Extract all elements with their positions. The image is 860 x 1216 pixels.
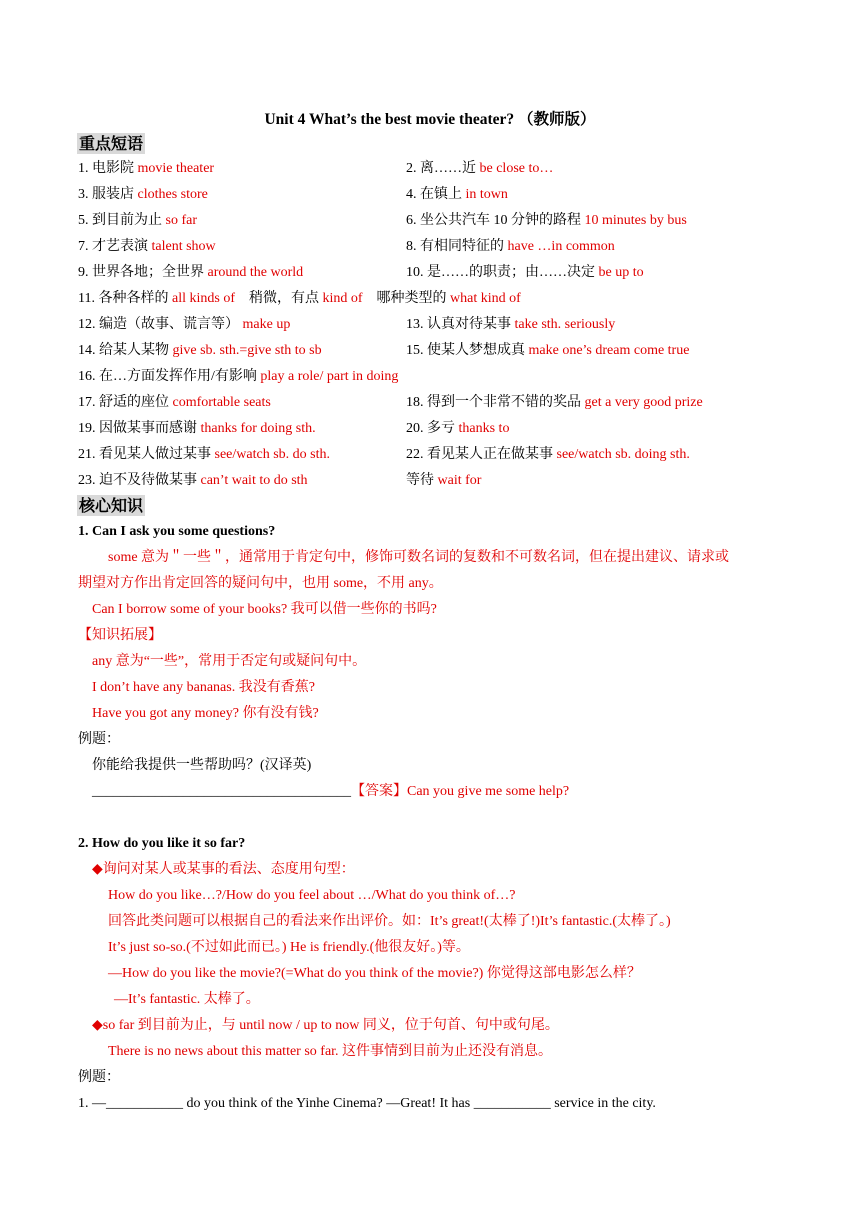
paragraph-line: 回答此类问题可以根据自己的看法来作出评价。如：It’s great!(太棒了!)It’s fantastic.(太棒了。): [108, 914, 671, 929]
phrase-item: 8. 有相同特征的 have …in common: [406, 239, 615, 254]
example-label: 例题：: [78, 1070, 120, 1085]
phrase-item: 2. 离……近 be close to…: [406, 161, 554, 176]
phrase-item: 13. 认真对待某事 take sth. seriously: [406, 317, 616, 332]
paragraph-line: 期望对方作出肯定回答的疑问句中，也用 some，不用 any。: [78, 576, 443, 591]
phrase-item: 3. 服装店 clothes store: [78, 187, 208, 202]
example-label: 例题：: [78, 732, 120, 747]
pattern-line: How do you like…?/How do you feel about …/What do you think of…?: [108, 888, 516, 903]
expand-label: 【知识拓展】: [78, 628, 162, 643]
point-item: ◆so far 到目前为止，与 until now / up to now 同义，位于句首、句中或句尾。: [92, 1018, 559, 1033]
example-sentence: I don’t have any bananas. 我没有香蕉?: [92, 680, 315, 695]
page-title: Unit 4 What’s the best movie theater? （教师版）: [264, 111, 596, 128]
paragraph-line: It’s just so-so.(不过如此而已。) He is friendly.(他很友好。)等。: [108, 940, 470, 955]
phrase-item: 等待 wait for: [406, 473, 482, 488]
answer-line: [92, 782, 569, 802]
phrase-item: 7. 才艺表演 talent show: [78, 239, 216, 254]
example-sentence: There is no news about this matter so far. 这件事情到目前为止还没有消息。: [108, 1044, 553, 1059]
phrase-item: 10. 是……的职责；由……决定 be up to: [406, 265, 644, 280]
dialog-line: —How do you like the movie?(=What do you think of the movie?) 你觉得这部电影怎么样？: [108, 966, 641, 981]
exercise-prompt: 1. —___________ do you think of the Yinhe Cinema? —Great! It has ___________ service in the city.: [78, 1096, 656, 1111]
answer-text: 【答案】Can you give me some help?: [351, 784, 570, 799]
phrase-item: 4. 在镇上 in town: [406, 187, 508, 202]
phrase-item: 19. 因做某事而感谢 thanks for doing sth.: [78, 421, 316, 436]
phrase-item: 16. 在…方面发挥作用/有影响 play a role/ part in doing: [78, 369, 399, 384]
phrase-item: 5. 到目前为止 so far: [78, 213, 197, 228]
section-heading-phrases: 重点短语: [79, 134, 144, 153]
paragraph-line: some 意为＂一些＂，通常用于肯定句中，修饰可数名词的复数和不可数名词，但在提出建议、请求或: [108, 550, 730, 565]
answer-blank: _____________________________________: [92, 784, 351, 799]
exercise-prompt: 你能给我提供一些帮助吗？(汉译英): [92, 758, 312, 773]
phrase-item: 18. 得到一个非常不错的奖品 get a very good prize: [406, 395, 703, 410]
paragraph-line: any 意为“一些”，常用于否定句或疑问句中。: [92, 654, 367, 669]
phrase-item: 23. 迫不及待做某事 can’t wait to do sth: [78, 473, 308, 488]
example-sentence: Have you got any money? 你有没有钱?: [92, 706, 319, 721]
question-heading-2: 2. How do you like it so far?: [78, 836, 246, 851]
phrase-item: 14. 给某人某物 give sb. sth.=give sth to sb: [78, 343, 322, 358]
dialog-line: —It’s fantastic. 太棒了。: [114, 992, 260, 1007]
question-heading-1: 1. Can I ask you some questions?: [78, 524, 276, 539]
phrase-item: 20. 多亏 thanks to: [406, 421, 510, 436]
phrase-item: 22. 看见某人正在做某事 see/watch sb. doing sth.: [406, 447, 690, 462]
phrase-item: 15. 使某人梦想成真 make one’s dream come true: [406, 343, 690, 358]
phrase-item: 17. 舒适的座位 comfortable seats: [78, 395, 271, 410]
example-sentence: Can I borrow some of your books? 我可以借一些你的书吗?: [92, 602, 437, 617]
phrase-item: 21. 看见某人做过某事 see/watch sb. do sth.: [78, 447, 330, 462]
phrase-item: 12. 编造（故事、谎言等） make up: [78, 317, 291, 332]
point-item: ◆询问对某人或某事的看法、态度用句型：: [92, 862, 355, 877]
phrase-item: 11. 各种各样的 all kinds of 稍微，有点 kind of 哪种类型的 what kind of: [78, 291, 521, 306]
phrase-item: 1. 电影院 movie theater: [78, 161, 215, 176]
section-heading-core: 核心知识: [79, 496, 144, 515]
phrase-item: 9. 世界各地；全世界 around the world: [78, 265, 304, 280]
phrase-item: 6. 坐公共汽车 10 分钟的路程 10 minutes by bus: [406, 213, 687, 228]
